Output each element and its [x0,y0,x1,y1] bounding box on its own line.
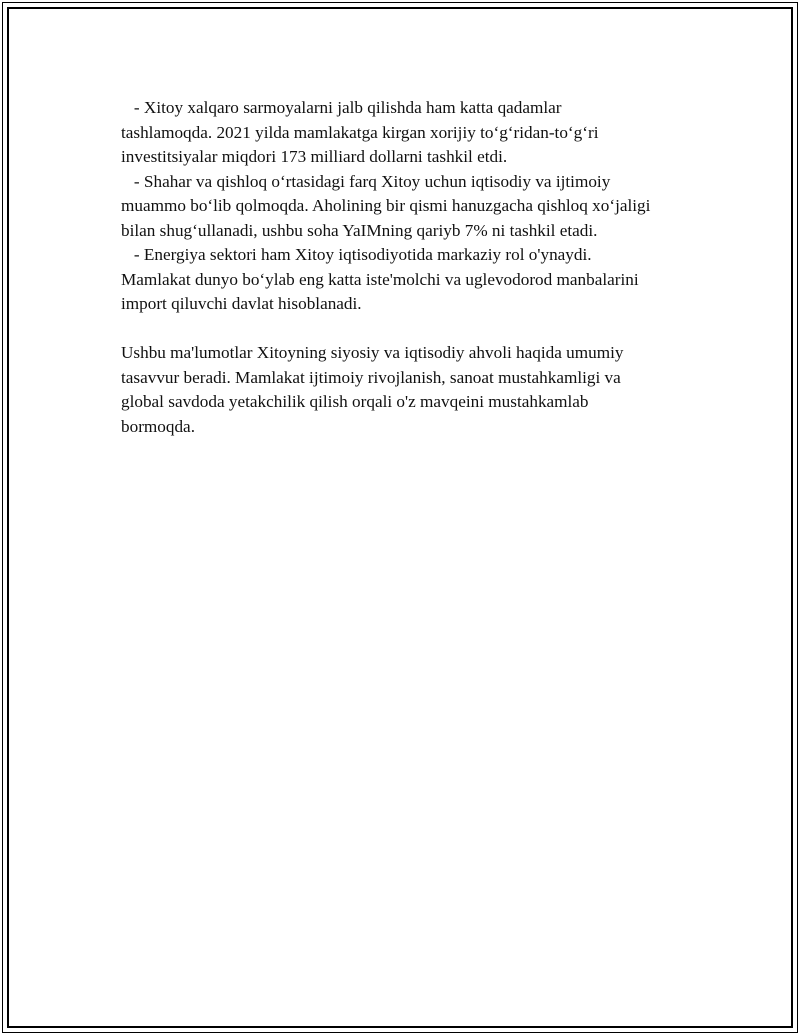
document-page [2,2,798,1033]
bullet-investment: - Xitoy xalqaro sarmoyalarni jalb qilishda ham katta qadamlar tashlamoqda. 2021 yilda mamlakatga kirgan xorijiy to‘g‘ridan-to‘g‘ri investitsiyalar miqdori 173 milliard dollarni tashkil etdi. [121,98,599,166]
bullet-energy: - Energiya sektori ham Xitoy iqtisodiyotida markaziy rol o'ynaydi. Mamlakat dunyo bo‘ylab eng katta iste'molchi va uglevodorod manbalarini import qiluvchi davlat hisoblanadi. [121,245,639,313]
document-body [121,96,711,439]
paragraph-spacer [121,317,711,342]
bullet-urban-rural: - Shahar va qishloq o‘rtasidagi farq Xitoy uchun iqtisodiy va ijtimoiy muammo bo‘lib qolmoqda. Aholining bir qismi hanuzgacha qishloq xo‘jaligi bilan shug‘ullanadi, ushbu soha YaIMning qariyb 7% ni tashkil etadi. [121,171,651,240]
conclusion-paragraph: Ushbu ma'lumotlar Xitoyning siyosiy va iqtisodiy ahvoli haqida umumiy tasavvur beradi. Mamlakat ijtimoiy rivojlanish, sanoat mustahkamligi va global savdoda yetakchilik qilish orqali o'z mavqeini mustahkamlab bormoqda. [121,343,624,436]
